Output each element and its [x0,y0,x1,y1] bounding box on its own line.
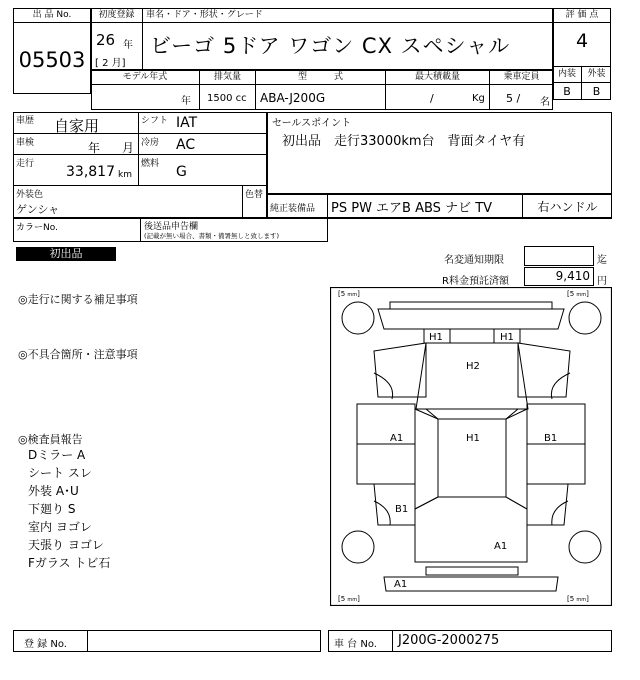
grade-value: 4 [575,30,589,52]
damage-mark: A1 [390,433,404,444]
damage-mark: H1 [500,332,514,343]
rear-bumper [384,577,558,591]
color-no-divider [140,218,141,242]
displacement-label: 排気量 [200,70,256,110]
grade-label: 評 価 点 [553,8,611,23]
max-load-label: 最大積載量 [386,70,490,110]
sales-text: 初出品 走行33000km台 背面タイヤ有 [282,134,526,149]
tire-front-left [342,302,374,334]
car-diagram-svg [330,287,612,606]
tire-label-rl: [5 mm] [338,595,360,603]
hood [416,343,528,409]
front-bumper [378,309,564,329]
interior-grade: B [553,82,582,100]
name-change-box [524,246,594,266]
damage-mark: H1 [466,433,480,444]
first-reg-label: 初度登録 [91,8,143,23]
model-year-unit: 年 [181,96,191,107]
inspector-item: シート スレ [28,466,92,480]
equipment-label: 純正装備品 [270,204,316,214]
inspection-month-unit: 月 [122,141,135,155]
shift-value: IAT [176,115,198,131]
mileage-value: 33,817 [66,164,115,180]
color-change-label: 色替 [245,190,264,200]
inspector-item: 室内 ヨゴレ [28,520,92,534]
fuel-value: G [176,164,187,180]
max-load-sep: / [430,92,434,105]
tire-front-right [569,302,601,334]
ext-color-value: ゲンシャ [16,203,60,216]
diagram-frame [331,288,612,606]
history-label: 車歴 [16,116,35,126]
inspector-item: Dミラー A [28,448,86,462]
ext-color-label: 外装色 [16,190,44,200]
reg-month: [ 2 月] [95,58,126,69]
report-label: 後送品申告欄 [144,222,199,232]
reg-year-unit: 年 [123,40,133,51]
name-change-unit: 迄 [597,255,607,266]
damage-mark: B1 [544,433,558,444]
reg-no-label: 登 録 No. [24,639,67,650]
roof [438,419,506,497]
tire-rear-left [342,531,374,563]
equipment-value: PS PW エアB ABS ナビ TV [331,201,493,216]
tire-label-fr: [5 mm] [567,290,589,298]
recycle-value: 9,410 [555,269,590,283]
damage-mark: A1 [494,541,508,552]
damage-mark: H1 [429,332,443,343]
damage-mark: A1 [394,579,408,590]
mileage-label: 走行 [16,159,35,169]
damage-mark: H2 [466,361,480,372]
mileage-unit: km [118,170,132,180]
interior-label: 内装 [553,66,582,82]
chassis-label: 車 台 No. [334,639,377,650]
shift-label: シフト [141,116,169,126]
first-listing-banner: 初出品 [16,247,116,261]
color-no-label: カラーNo. [16,223,58,233]
report-note: (記載が無い場合、書類・備署無しと致します) [144,232,280,240]
inspector-item: 天張り ヨゴレ [28,538,104,552]
inspection-year-unit: 年 [88,141,101,155]
row-history [13,112,267,134]
pillar-left [415,409,438,509]
reg-year: 26 [96,31,116,49]
capacity-label: 乗車定員 [503,72,540,82]
defects-heading: ◎不具合箇所・注意事項 [18,348,138,361]
damage-mark: B1 [395,504,409,515]
recycle-label: R料金預託済額 [442,276,509,287]
car-diagram [330,287,612,606]
fuel-label: 燃料 [141,159,160,169]
rear-panel [426,567,518,575]
tire-rear-right [569,531,601,563]
displacement-value: 1500 cc [207,93,247,104]
front-fender-right [518,343,570,397]
exterior-label: 外装 [582,66,611,82]
exterior-grade: B [582,82,611,100]
inspector-item: 外装 A･U [28,484,79,498]
details-divider [138,112,139,186]
equip-div-1 [327,194,328,218]
front-fender-left [374,343,426,397]
pillar-right [506,409,527,509]
chassis-no: J200G-2000275 [398,633,500,648]
windshield-top [426,409,518,419]
color-divider [242,186,243,218]
capacity-unit: 名 [540,97,550,108]
lot-number: 05503 [18,48,86,72]
steering-value: 右ハンドル [537,200,598,214]
reg-no-divider [87,630,88,652]
driving-heading: ◎走行に関する補足事項 [18,293,138,306]
type-code: ABA-J200G [260,91,326,105]
front-bumper-upper [390,302,552,309]
inspector-item: Fガラス トビ石 [28,556,111,570]
name-change-label: 名変通知期限 [444,255,504,266]
max-load-unit: Kg [472,93,485,104]
tire-label-rr: [5 mm] [567,595,589,603]
recycle-unit: 円 [597,276,607,287]
car-title-label: 車名・ドア・形状・グレード [143,8,553,23]
type-label: 型 式 [256,70,386,110]
equip-bottom [328,218,612,219]
chassis-divider [392,630,393,652]
sales-label: セールスポイント [272,118,352,129]
car-name: ビーゴ 5ドア ワゴン CX スペシャル [150,34,511,58]
ac-label: 冷房 [141,138,160,148]
inspector-item: 下廻り S [28,502,76,516]
history-value: 自家用 [54,117,100,135]
model-year-label: モデル年式 [91,70,200,110]
tailgate [415,497,527,562]
ac-value: AC [176,137,196,153]
inspector-heading: ◎検査員報告 [18,433,83,446]
inspection-label: 車検 [16,138,35,148]
tire-label-fl: [5 mm] [338,290,360,298]
lot-label: 出 品 No. [13,8,91,23]
row-inspection [13,134,267,155]
capacity-value: 5 / [506,92,521,105]
